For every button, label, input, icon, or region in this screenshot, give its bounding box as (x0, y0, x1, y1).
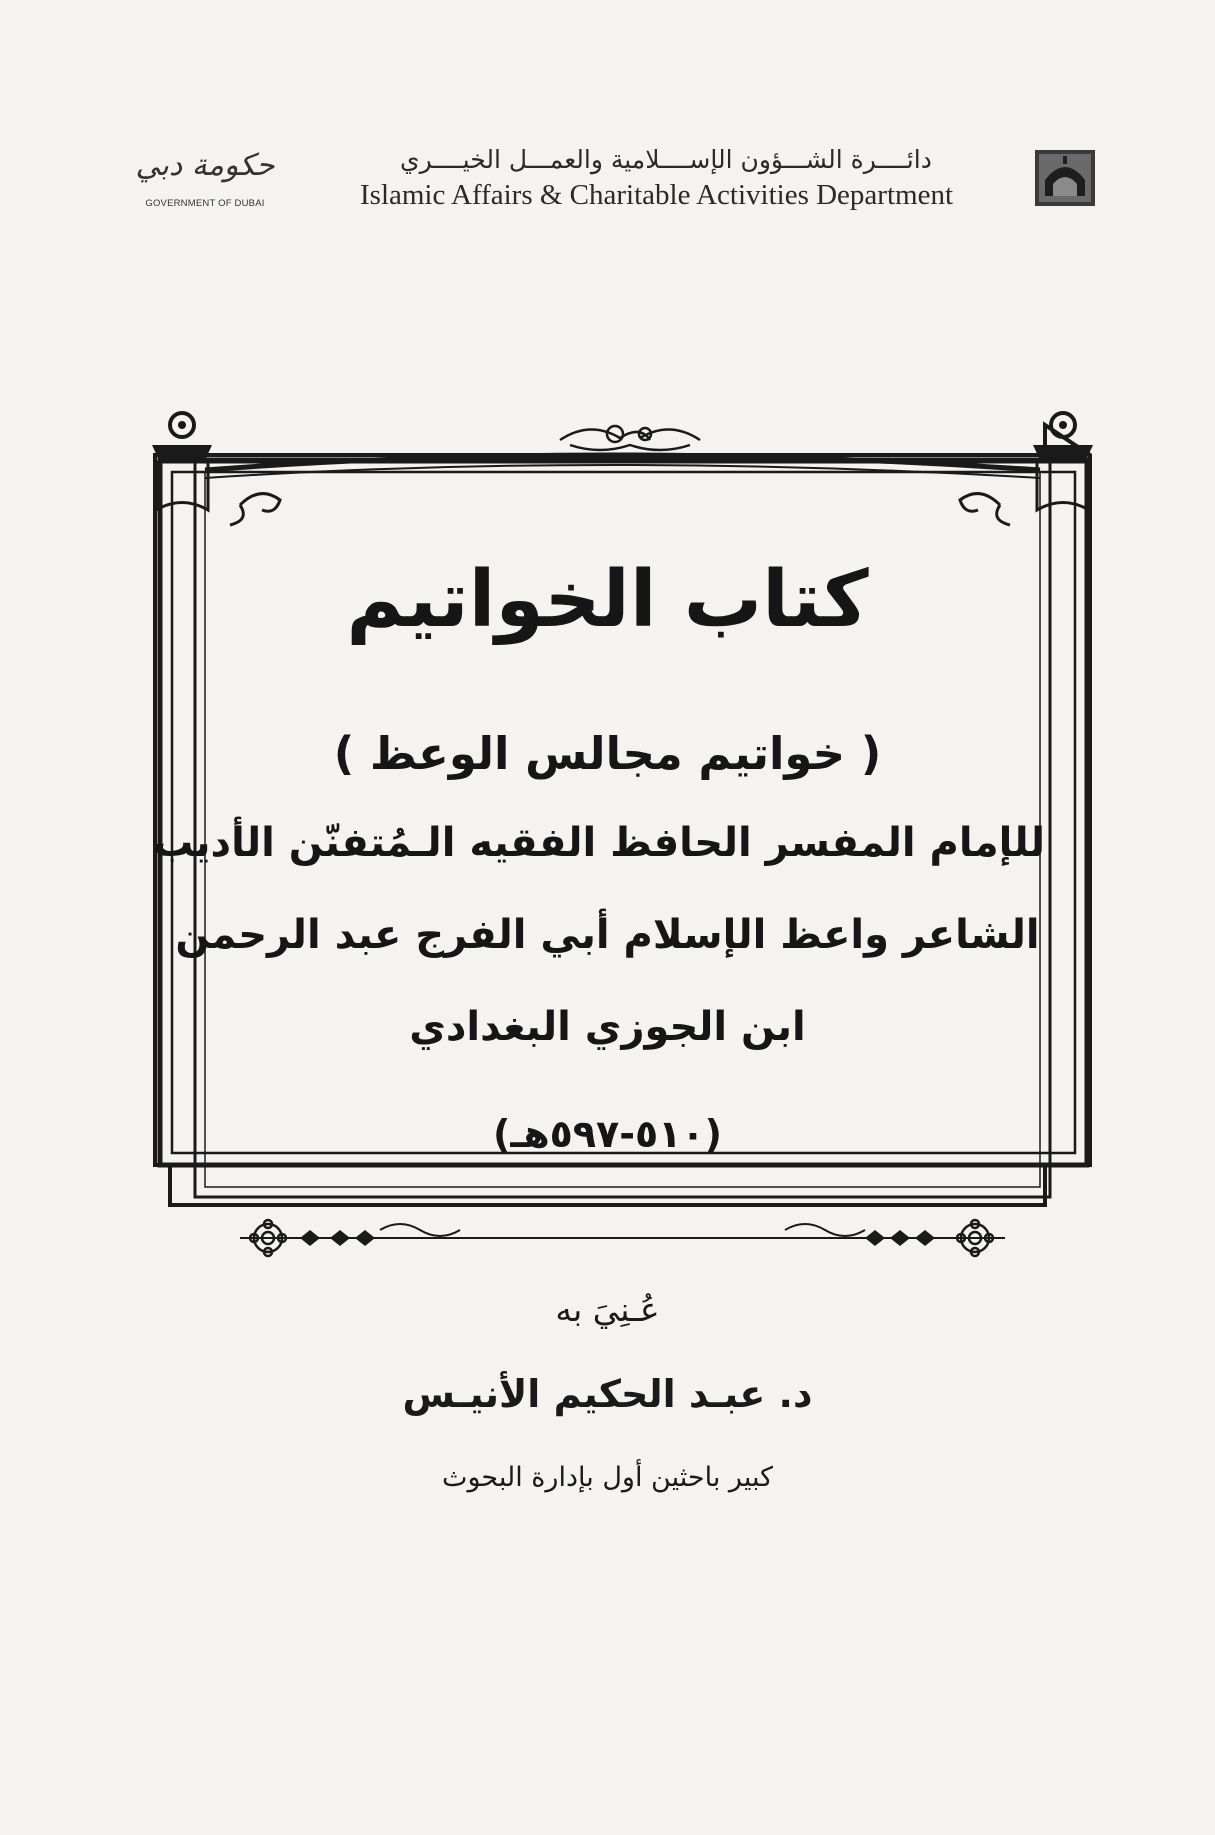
government-name-ar: حكومة دبي (135, 148, 275, 183)
book-title: كتاب الخواتيم (346, 555, 869, 645)
author-dates: (٥١٠-٥٩٧هـ) (492, 1112, 723, 1156)
department-name-en: Islamic Affairs & Charitable Activities Department (360, 179, 953, 211)
right-corner-tower (1033, 413, 1093, 510)
author-line-1: للإمام المفسر الحافظ الفقيه الـمُتفنّن الأديب (153, 820, 1045, 866)
department-name-ar: دائــــرة الشـــؤون الإســــلامية والعمـــل الخيــــري (400, 145, 932, 174)
government-name-en: GOVERNMENT OF DUBAI (145, 198, 265, 209)
corner-scrolls (230, 494, 1010, 525)
author-line-3: ابن الجوزي البغدادي (409, 1004, 806, 1050)
bottom-ornament-band (240, 1220, 1005, 1256)
ornament-flourish-icon (560, 426, 700, 450)
edited-by-label: عُـنِيَ به (555, 1290, 660, 1329)
editor-name: د. عبـد الحكيم الأنيـس (402, 1372, 813, 1416)
editor-role: كبير باحثين أول بإدارة البحوث (442, 1462, 773, 1493)
author-line-2: الشاعر واعظ الإسلام أبي الفرج عبد الرحمن (175, 912, 1040, 958)
book-subtitle: ( خواتيم مجالس الوعظ ) (333, 727, 882, 780)
